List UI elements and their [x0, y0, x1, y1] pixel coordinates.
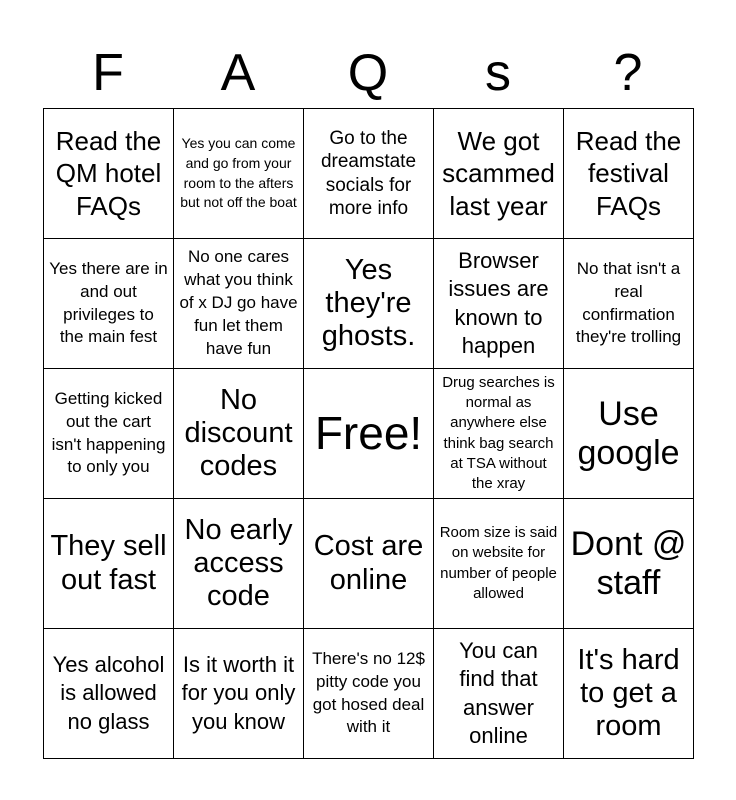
bingo-cell-r4c4[interactable]	[434, 499, 564, 629]
bingo-cell-r1c4[interactable]	[434, 109, 564, 239]
cell-text: We got scammed last year	[442, 125, 555, 221]
cell-text: Dont @ staff	[570, 525, 687, 602]
cell-text: Yes there are in and out privileges to the main fest	[49, 258, 168, 347]
cell-text: Yes you can come and go from your room to the afters but not off the boat	[180, 135, 297, 211]
bingo-cell-r5c5[interactable]	[564, 629, 694, 759]
cell-text: Browser issues are known to happen	[448, 248, 549, 358]
bingo-cell-r4c1[interactable]	[44, 499, 174, 629]
cell-text: Drug searches is normal as anywhere else think bag search at TSA without the xray	[442, 373, 555, 492]
bingo-cell-r5c3[interactable]	[304, 629, 434, 759]
cell-text: They sell out fast	[50, 530, 167, 596]
free-space-cell[interactable]	[304, 369, 434, 499]
bingo-cell-r3c4[interactable]	[434, 369, 564, 499]
bingo-cell-r1c5[interactable]	[564, 109, 694, 239]
cell-text: Read the QM hotel FAQs	[55, 125, 162, 221]
cell-text: Is it worth it for you only you know	[181, 652, 296, 734]
bingo-cell-r4c2[interactable]	[174, 499, 304, 629]
bingo-header	[43, 40, 693, 106]
cell-text: There's no 12$ pitty code you got hosed deal with it	[312, 648, 425, 737]
cell-text: No that isn't a real confirmation they're trolling	[575, 258, 682, 347]
header-letter-a: A	[220, 44, 256, 102]
bingo-cell-r2c3[interactable]	[304, 239, 434, 369]
bingo-cell-r3c1[interactable]	[44, 369, 174, 499]
bingo-cell-r2c4[interactable]	[434, 239, 564, 369]
cell-text: Cost are online	[313, 530, 424, 596]
cell-text: You can find that answer online	[459, 638, 538, 748]
header-letter-s: s	[485, 44, 511, 102]
header-letter-f: F	[92, 44, 124, 102]
header-letter-q: Q	[347, 44, 389, 102]
cell-text: Go to the dreamstate socials for more info	[320, 128, 417, 219]
cell-text: Room size is said on website for number of people allowed	[439, 524, 558, 602]
cell-text: No one cares what you think of x DJ go have fun let them have fun	[179, 247, 298, 358]
bingo-cell-r2c2[interactable]	[174, 239, 304, 369]
bingo-cell-r4c3[interactable]	[304, 499, 434, 629]
cell-text: It's hard to get a room	[577, 643, 680, 743]
cell-text: Yes alcohol is allowed no glass	[52, 652, 165, 734]
cell-text: No early access code	[184, 513, 293, 613]
cell-text: Yes they're ghosts.	[321, 253, 416, 353]
cell-text: Getting kicked out the cart isn't happening to only you	[51, 388, 166, 477]
cell-text: No discount codes	[184, 383, 293, 483]
bingo-cell-r1c1[interactable]	[44, 109, 174, 239]
bingo-cell-r5c1[interactable]	[44, 629, 174, 759]
cell-text: Use google	[577, 395, 680, 472]
bingo-cell-r5c2[interactable]	[174, 629, 304, 759]
bingo-cell-r3c2[interactable]	[174, 369, 304, 499]
bingo-cell-r1c3[interactable]	[304, 109, 434, 239]
bingo-cell-r2c5[interactable]	[564, 239, 694, 369]
bingo-cell-r1c2[interactable]	[174, 109, 304, 239]
bingo-cell-r4c5[interactable]	[564, 499, 694, 629]
bingo-cell-r2c1[interactable]	[44, 239, 174, 369]
bingo-board	[43, 108, 694, 759]
bingo-cell-r3c5[interactable]	[564, 369, 694, 499]
header-letter-question: ?	[613, 44, 643, 102]
free-space-text: Free!	[314, 407, 423, 460]
cell-text: Read the festival FAQs	[575, 125, 682, 221]
bingo-cell-r5c4[interactable]	[434, 629, 564, 759]
